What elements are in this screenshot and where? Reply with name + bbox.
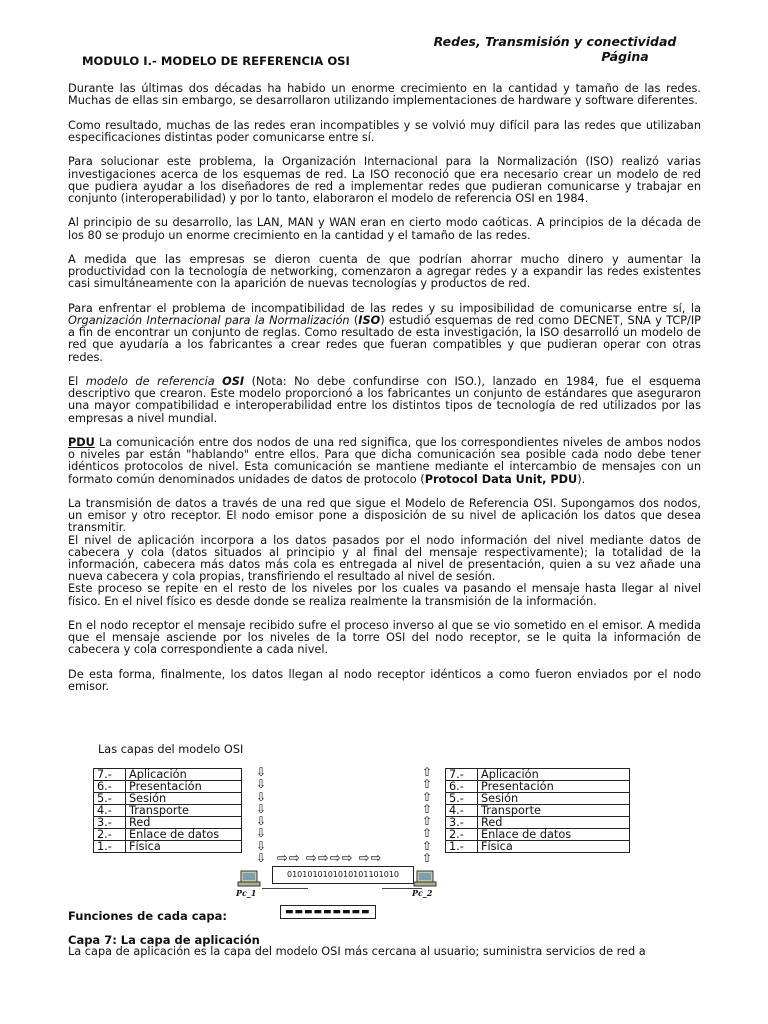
computer-icon	[236, 870, 264, 888]
layer-number: 5.-	[94, 793, 126, 805]
osi-layer-row	[446, 805, 630, 817]
p6-text-c: ) estudió esquemas de red como DECNET, SNA y TCP/IP a fin de encontrar un conjunto de reglas. Como resultado de esta investigación, la ISO desarrolló un modelo de red que ayudaría a los fabricantes a crear redes que fueran compatibles y que pudieran operar con otras redes.	[68, 313, 701, 364]
pc-1	[236, 870, 264, 898]
layer-name: Presentación	[126, 781, 242, 793]
p6-text-b: (	[349, 313, 359, 327]
osi-layer-row	[94, 769, 242, 781]
up-arrow-icon: ⇧	[422, 851, 433, 866]
p7-text-a: El	[68, 374, 86, 388]
osi-layer-row	[446, 769, 630, 781]
header-title: Redes, Transmisión y conectividad	[433, 34, 677, 49]
layer-name: Enlace de datos	[478, 829, 630, 841]
layer-number: 7.-	[446, 769, 478, 781]
up-arrow-icon: ⇧	[422, 765, 433, 779]
paragraph-2: Como resultado, muchas de las redes eran incompatibles y se volvió muy difícil para las redes que utilizaban especificaciones distintas poder comunicarse entre sí.	[68, 118, 701, 144]
osi-layer-row	[446, 829, 630, 841]
osi-layer-row	[94, 841, 242, 853]
up-arrow-icon: ⇧	[422, 777, 433, 792]
pc-2-label: Pc_2	[412, 888, 433, 898]
pc-2	[412, 870, 440, 898]
layer-number: 1.-	[446, 841, 478, 853]
osi-layer-row	[94, 805, 242, 817]
layer-name: Física	[478, 841, 630, 853]
layer-name: Sesión	[126, 793, 242, 805]
p6-italic: Organización Internacional para la Normalización	[68, 313, 350, 327]
osi-layer-row	[446, 781, 630, 793]
layer-name: Enlace de datos	[126, 829, 242, 841]
cable-left	[262, 888, 308, 889]
module-title: MODULO I.- MODELO DE REFERENCIA OSI	[82, 54, 350, 68]
paragraph-3: Para solucionar este problema, la Organización Internacional para la Normalización (ISO) realizó varias investigaciones acerca de los esquemas de red. La ISO reconoció que era necesario crear un modelo de red que pudiera ayudar a los diseñadores de red a implementar redes que pudieran comunicarse y trabajar en conjunto (interoperabilidad) y por lo tanto, elaboraron el modelo de referencia OSI en 1984.	[68, 155, 701, 205]
p6-text-a: Para enfrentar el problema de incompatibilidad de las redes y su imposibilidad de comunicarse entre sí, la	[68, 301, 701, 315]
layer-number: 6.-	[446, 781, 478, 793]
paragraph-9c: Este proceso se repite en el resto de los niveles por los cuales va pasando el mensaje hasta llegar al nivel físico. En el nivel físico es desde donde se realiza realmente la transmisión de la información.	[68, 582, 701, 608]
up-arrow-icon: ⇧	[422, 801, 433, 816]
layer-name: Red	[126, 817, 242, 829]
layer-number: 1.-	[94, 841, 126, 853]
layer-number: 2.-	[446, 829, 478, 841]
paragraph-7	[68, 376, 701, 425]
layer-number: 7.-	[94, 769, 126, 781]
diagram-caption: Las capas del modelo OSI	[98, 743, 244, 756]
layer-number: 6.-	[94, 781, 126, 793]
p6-iso: ISO	[358, 313, 381, 327]
osi-layer-row	[446, 841, 630, 853]
computer-icon	[412, 870, 440, 888]
pdu-term: PDU	[68, 435, 95, 449]
osi-layer-row	[446, 793, 630, 805]
up-arrows	[422, 766, 432, 864]
p8-text-b: ).	[577, 472, 586, 486]
down-arrow-icon: ⇩	[256, 826, 267, 841]
down-arrow-icon: ⇩	[256, 789, 267, 804]
layer-number: 4.-	[446, 805, 478, 817]
capa7-body: La capa de aplicación es la capa del modelo OSI más cercana al usuario; suministra servicios de red a	[68, 945, 646, 958]
p7-osi: OSI	[222, 374, 245, 388]
down-arrow-icon: ⇩	[256, 838, 267, 853]
layer-number: 3.-	[446, 817, 478, 829]
layer-name: Aplicación	[478, 769, 630, 781]
pc-1-label: Pc_1	[236, 888, 257, 898]
up-arrow-icon: ⇧	[422, 826, 433, 841]
paragraph-9a: La transmisión de datos a través de una red que sigue el Modelo de Referencia OSI. Supongamos dos nodos, un emisor y otro receptor. El nodo emisor pone a disposición de su nivel de aplicación los datos que desea transmitir.	[68, 496, 701, 535]
osi-layer-row	[94, 793, 242, 805]
paragraph-10: En el nodo receptor el mensaje recibido sufre el proceso inverso al que se vio sometido en el emisor. A medida que el mensaje asciende por los niveles de la torre OSI del nodo receptor, se le quita la información de cabecera y cola correspondiente a cada nivel.	[68, 619, 701, 657]
down-arrow-icon: ⇩	[256, 777, 267, 792]
capa7-title: Capa 7: La capa de aplicación	[68, 933, 260, 947]
down-arrow-icon: ⇩	[256, 814, 267, 829]
layer-name: Presentación	[478, 781, 630, 793]
paragraph-9b: El nivel de aplicación incorpora a los datos pasados por el nodo información del nivel mediante datos de cabecera y cola (datos situados al principio y al final del mensaje respectivamente); la totalidad de la información, cabecera más datos más cola es entregada al nivel de presentación, quien a su vez añade una nueva cabecera y cola propias, transfiriendo el resultado al nivel de sesión.	[68, 533, 701, 584]
document-body	[68, 55, 701, 693]
layer-name: Física	[126, 841, 242, 853]
layer-name: Sesión	[478, 793, 630, 805]
layer-number: 4.-	[94, 805, 126, 817]
down-arrow-icon: ⇩	[256, 765, 267, 779]
osi-layer-row	[94, 817, 242, 829]
paragraph-4: Al principio de su desarrollo, las LAN, MAN y WAN eran en cierto modo caóticas. A principios de la década de los 80 se produjo un enorme crecimiento en la cantidad y el tamaño de las redes.	[68, 216, 701, 242]
paragraph-8	[68, 437, 701, 486]
mini-boxes: ▬▬▬▬▬▬▬▬▬	[280, 905, 376, 919]
paragraph-5: A medida que las empresas se dieron cuenta de que podrían ahorrar mucho dinero y aumentar la productividad con la tecnología de networking, comenzaron a agregar redes y a expandir las redes existentes casi simultáneamente con la aparición de nuevas tecnologías y productos de red.	[68, 252, 701, 291]
paragraph-6	[68, 303, 701, 364]
osi-layer-row	[94, 829, 242, 841]
paragraph-11: De esta forma, finalmente, los datos llegan al nodo receptor idénticos a como fueron enviados por el nodo emisor.	[68, 667, 701, 693]
p8-text-a: La comunicación entre dos nodos de una red significa, que los correspondientes niveles de ambos nodos o niveles par están "hablando" entre ellos. Para que dicha comunicación sea posible cada nodo debe tener idénticos protocolos de nivel. Esta comunicación se mantiene mediante el intercambio de mensajes con un formato común denominados unidades de datos de protocolo (	[68, 435, 701, 486]
layer-name: Transporte	[126, 805, 242, 817]
layer-name: Transporte	[478, 805, 630, 817]
up-arrow-icon: ⇧	[422, 814, 433, 829]
up-arrow-icon: ⇧	[422, 838, 433, 853]
osi-layer-row	[446, 817, 630, 829]
right-arrows: ⇨⇨ ⇨⇨⇨⇨ ⇨⇨	[277, 851, 383, 866]
paragraph-1: Durante las últimas dos décadas ha habido un enorme crecimiento en la cantidad y tamaño de las redes. Muchas de ellas sin embargo, se desarrollaron utilizando implementaciones de hardware y software diferentes.	[68, 82, 701, 108]
header-page-label: Página	[601, 49, 649, 64]
down-arrow-icon: ⇩	[256, 851, 267, 866]
layer-number: 5.-	[446, 793, 478, 805]
bitstream-box: 0101010101010101101010	[272, 866, 414, 884]
osi-layers-left	[93, 768, 242, 853]
layer-name: Red	[478, 817, 630, 829]
down-arrow-icon: ⇩	[256, 801, 267, 816]
down-arrows	[256, 766, 266, 864]
p8-bold: Protocol Data Unit, PDU	[424, 472, 578, 486]
p7-text-b: (Nota: No debe confundirse con ISO.), lanzado en 1984, fue el esquema descriptivo que crearon. Este modelo proporcionó a los fabricantes un conjunto de estándares que aseguraron una mayor compatibilidad e interoperabilidad entre los distintos tipos de tecnología de red utilizados por las empresas a nivel mundial.	[68, 374, 701, 425]
up-arrow-icon: ⇧	[422, 789, 433, 804]
layer-number: 3.-	[94, 817, 126, 829]
osi-layers-right	[445, 768, 630, 853]
osi-layer-row	[94, 781, 242, 793]
layer-number: 2.-	[94, 829, 126, 841]
p7-italic: modelo de referencia	[85, 374, 215, 388]
functions-title: Funciones de cada capa:	[68, 909, 227, 923]
layer-name: Aplicación	[126, 769, 242, 781]
